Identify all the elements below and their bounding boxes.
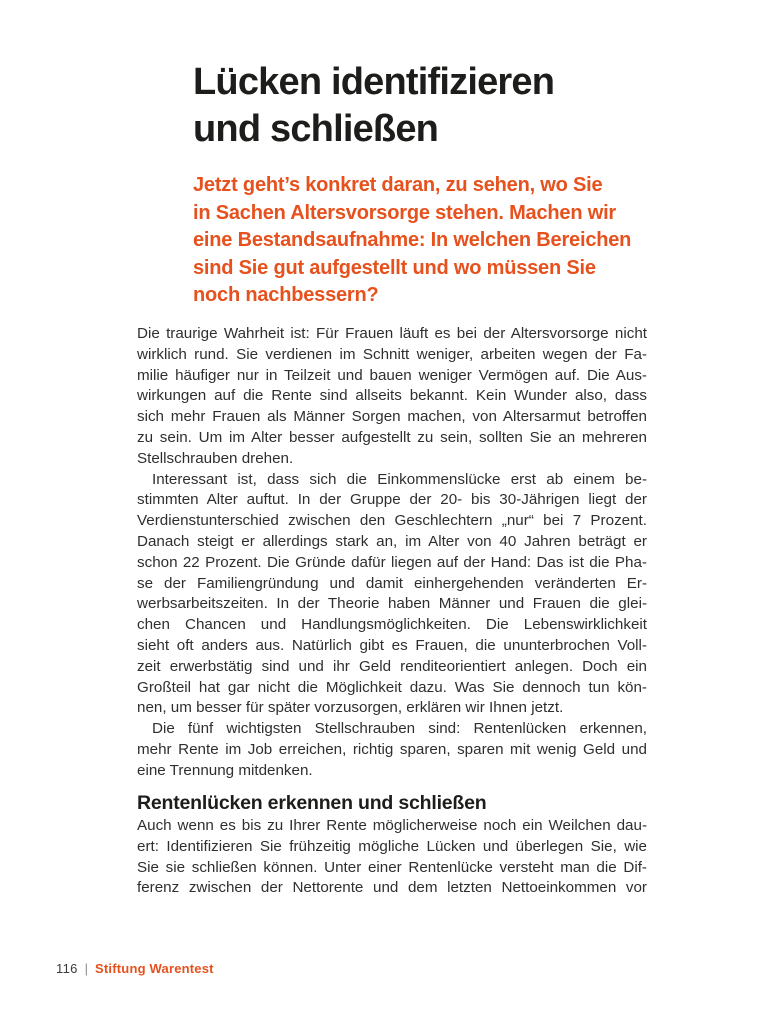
text-line: Sie sie schließen können. Unter einer Rentenlücke versteht man die Dif- xyxy=(137,858,647,876)
text-line: eine Trennung mitdenken. xyxy=(137,761,313,779)
text-line: mehr Rente im Job erreichen, richtig sparen, sparen mit wenig Geld und xyxy=(137,740,647,758)
text-line: chen Chancen und Handlungsmöglichkeiten. Die Lebenswirklichkeit xyxy=(137,616,647,634)
page-title-line: Lücken identifizieren xyxy=(193,61,555,103)
text-line: se der Familiengründung und damit einhergehenden veränderten Er- xyxy=(137,574,647,592)
body-paragraph-2 xyxy=(137,470,647,720)
text-line: Die traurige Wahrheit ist: Für Frauen läuft es bei der Altersvorsorge nicht xyxy=(137,325,647,342)
body-paragraph-3 xyxy=(137,719,647,781)
page-number: 116 xyxy=(56,961,78,976)
lead-line: Jetzt geht’s konkret daran, zu sehen, wo Sie xyxy=(193,174,603,196)
section-heading: Rentenlücken erkennen und schließen xyxy=(137,792,487,814)
text-line: ert: Identifizieren Sie frühzeitig mögliche Lücken und überlegen Sie, wie xyxy=(137,837,647,855)
lead-line: in Sachen Altersvorsorge stehen. Machen wir xyxy=(193,201,617,224)
text-line: stimmten Alter auftut. In der Gruppe der 20- bis 30-Jährigen liegt der xyxy=(137,491,647,509)
publisher-name: Stiftung Warentest xyxy=(95,961,214,976)
text-line: Die fünf wichtigsten Stellschrauben sind: Rentenlücken erkennen, xyxy=(152,720,647,738)
text-line: nen, um besser für später vorzusorgen, erklären wir Ihnen jetzt. xyxy=(137,699,564,717)
section-paragraph xyxy=(137,816,647,899)
body-text xyxy=(137,324,647,782)
text-line: wirkungen auf die Rente sind allseits bekannt. Kein Wunder also, dass xyxy=(137,387,647,405)
text-line: werbsarbeitszeiten. In der Theorie haben Männer und Frauen die glei- xyxy=(137,595,647,613)
text-line: milie häufiger nur in Teilzeit und bauen weniger Vermögen auf. Die Aus- xyxy=(137,366,647,384)
text-line: zu sein. Um im Alter besser aufgestellt zu sein, sollten Sie an mehreren xyxy=(137,428,647,446)
lead-line: sind Sie gut aufgestellt und wo müssen Sie xyxy=(193,256,596,279)
lead-line: noch nachbessern? xyxy=(193,284,379,306)
text-line: Großteil hat gar nicht die Möglichkeit dazu. Was Sie dennoch tun kön- xyxy=(137,678,647,696)
text-line: Stellschrauben drehen. xyxy=(137,449,294,467)
body-paragraph-1 xyxy=(137,324,647,470)
text-line: ferenz zwischen der Nettorente und dem letzten Nettoeinkommen vor xyxy=(137,879,647,897)
page-footer xyxy=(56,961,214,977)
text-line: Danach steigt er allerdings stark an, im Alter von 40 Jahren beträgt er xyxy=(137,532,647,550)
page-title xyxy=(193,59,554,153)
text-line: schon 22 Prozent. Die Gründe dafür liegen auf der Hand: Das ist die Pha- xyxy=(137,553,647,571)
text-line: Interessant ist, dass sich die Einkommenslücke erst ab einem be- xyxy=(152,470,647,488)
text-line: sich mehr Frauen als Männer Sorgen machen, von Altersarmut betroffen xyxy=(137,408,647,426)
text-line: Auch wenn es bis zu Ihrer Rente möglicherweise noch ein Weilchen dau- xyxy=(137,817,647,834)
lead-paragraph xyxy=(193,172,653,310)
page-title-line: und schließen xyxy=(193,108,439,150)
footer-separator: | xyxy=(84,961,89,976)
text-line: wirklich rund. Sie verdienen im Schnitt weniger, arbeiten wegen der Fa- xyxy=(137,345,647,363)
text-line: Verdienstunterschied zwischen den Geschlechtern „nur“ bei 7 Prozent. xyxy=(137,512,647,530)
text-line: sieht oft anders aus. Natürlich gibt es Frauen, die ununterbrochen Voll- xyxy=(137,636,647,654)
lead-line: eine Bestandsaufnahme: In welchen Bereichen xyxy=(193,229,632,251)
text-line: zeit erwerbstätig sind und ihr Geld renditeorientiert anlegen. Doch ein xyxy=(137,657,647,675)
